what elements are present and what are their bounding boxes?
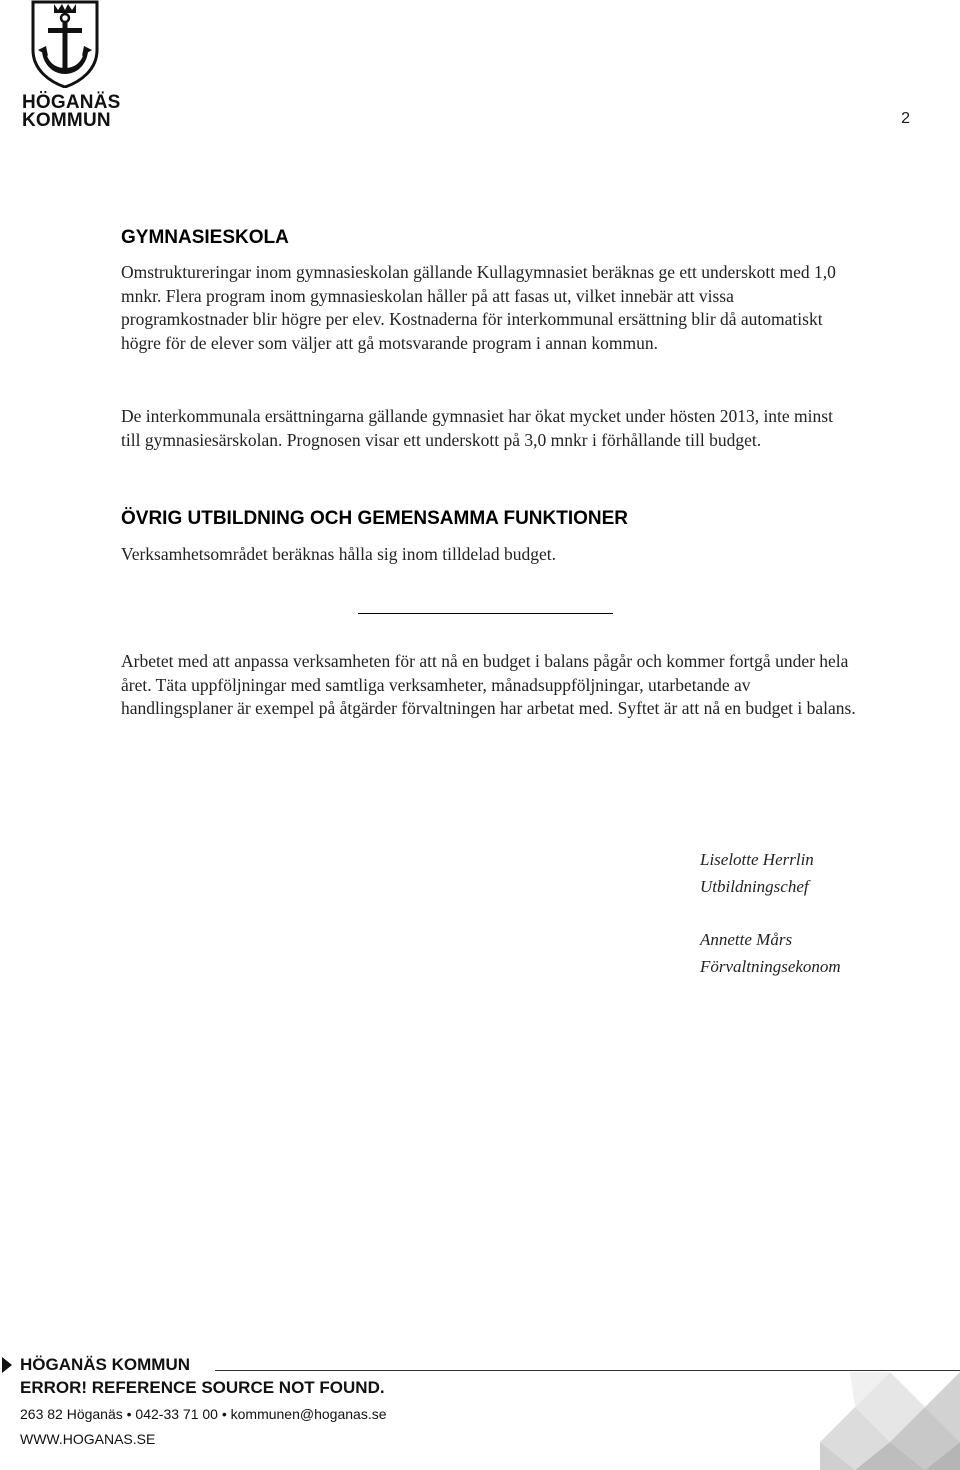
anchor-crest-icon <box>30 0 100 88</box>
hoganas-logo <box>22 0 122 130</box>
divider-line <box>358 613 613 614</box>
signatory-name: Annette Mårs <box>700 930 793 949</box>
footer-address: 263 82 Höganäs • 042-33 71 00 • kommunen@hoganas.se <box>20 1406 387 1422</box>
signatory-name: Liselotte Herrlin <box>700 850 814 869</box>
footer-error-text: ERROR! REFERENCE SOURCE NOT FOUND. <box>20 1378 385 1397</box>
arrow-right-icon <box>0 1356 14 1374</box>
closing-paragraph: Arbetet med att anpassa verksamheten för att nå en budget i balans pågår och kommer fortgå under hela året. Täta uppföljningar med samtliga verksamheter, månadsuppföljningar, utarbetande av handlingsplaner är exempel på åtgärder förvaltningen har arbetat med. Syftet är att nå en budget i balans. <box>121 651 856 718</box>
logo-line-2: KOMMUN <box>22 110 111 131</box>
logo-line-1: HÖGANÄS <box>22 92 121 113</box>
page-number: 2 <box>901 110 910 127</box>
signature-block <box>700 926 841 980</box>
paragraph: De interkommunala ersättningarna gällande gymnasiet har ökat mycket under hösten 2013, inte minst till gymnasiesärskolan. Prognosen visar ett underskott på 3,0 mnkr i förhållande till budget. <box>121 406 833 450</box>
footer-decorative-pattern <box>820 1372 960 1470</box>
signature-block <box>700 846 814 900</box>
footer-org-name: HÖGANÄS KOMMUN <box>20 1355 190 1374</box>
signatory-title: Förvaltningsekonom <box>700 957 841 976</box>
section-heading-gymnasieskola: GYMNASIESKOLA <box>121 227 289 248</box>
paragraph: Omstruktureringar inom gymnasieskolan gällande Kullagymnasiet beräknas ge ett underskott med 1,0 mnkr. Flera program inom gymnasieskolan håller på att fasas ut, vilket innebär att vissa programkostnader blir högre per elev. Kostnaderna för interkommunal ersättning blir då automatiskt högre för de elever som väljer att gå motsvarande program i annan kommun. <box>121 262 836 353</box>
paragraph: Verksamhetsområdet beräknas hålla sig inom tilldelad budget. <box>121 544 556 564</box>
signatory-title: Utbildningschef <box>700 877 809 896</box>
section-heading-ovrig-utbildning: ÖVRIG UTBILDNING OCH GEMENSAMMA FUNKTIONER <box>121 508 629 529</box>
footer-website[interactable]: WWW.HOGANAS.SE <box>20 1431 156 1447</box>
footer-rule <box>215 1370 960 1371</box>
